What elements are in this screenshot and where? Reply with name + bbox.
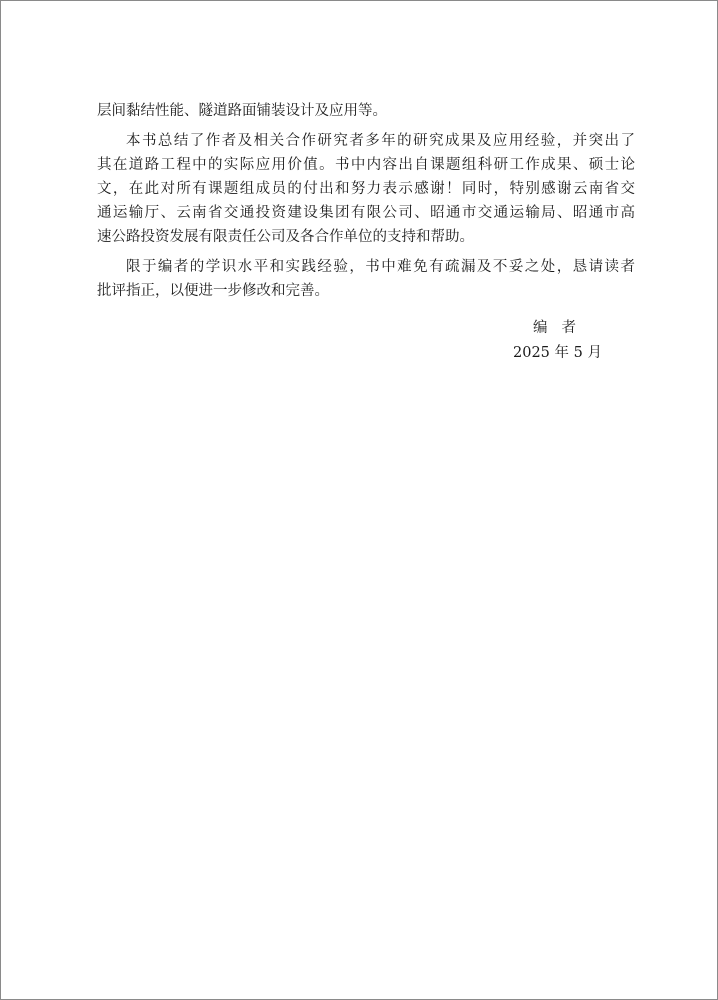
signature-author: 编者 xyxy=(533,320,590,336)
paragraph-1-line-1: 层间黏结性能、隧道路面铺装设计及应用等。 xyxy=(97,103,387,119)
paragraph-2-line-2: 其在道路工程中的实际应用价值。书中内容出自课题组科研工作成果、硕士论 xyxy=(97,157,635,173)
paragraph-2-line-5: 速公路投资发展有限责任公司及各合作单位的支持和帮助。 xyxy=(97,229,474,245)
signature-date: 2025 年 5 月 xyxy=(513,345,602,361)
paragraph-3-line-1: 限于编者的学识水平和实践经验，书中难免有疏漏及不妥之处，恳请读者 xyxy=(126,259,635,275)
paragraph-3-line-2: 批评指正，以便进一步修改和完善。 xyxy=(97,283,329,299)
paragraph-2-line-1: 本书总结了作者及相关合作研究者多年的研究成果及应用经验，并突出了 xyxy=(126,133,635,149)
paragraph-2-line-3: 文，在此对所有课题组成员的付出和努力表示感谢！同时，特别感谢云南省交 xyxy=(97,181,635,197)
paragraph-2-line-4: 通运输厅、云南省交通投资建设集团有限公司、昭通市交通运输局、昭通市高 xyxy=(97,205,635,221)
preface-body xyxy=(97,99,635,303)
